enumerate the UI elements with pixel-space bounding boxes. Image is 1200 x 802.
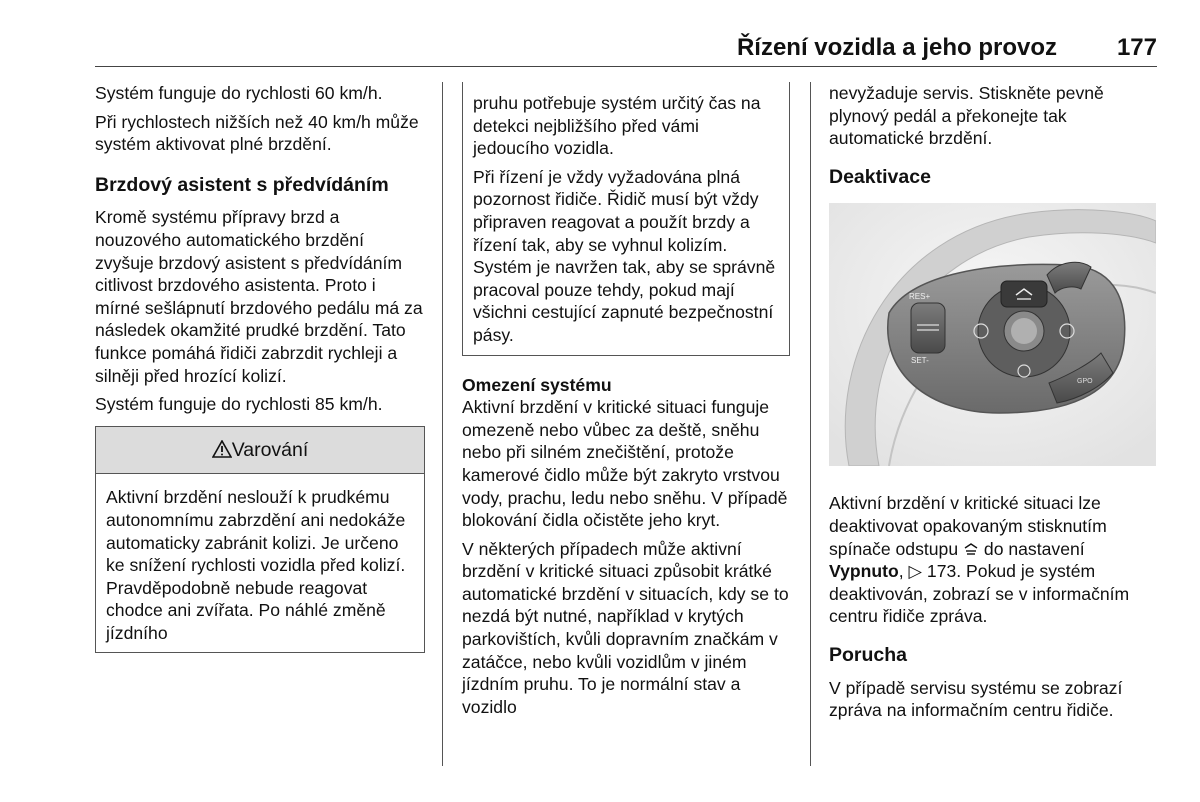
svg-text:GPO: GPO: [1077, 378, 1093, 385]
paragraph: Aktivní brzdění v kritické situaci lze deaktivovat opakovaným stisknutím spínače odstupu do nastavení Vypnuto, ▷ 173. Pokud je systém deaktivován, zobrazí se v informačním centru řidiče zpráva.: [829, 493, 1130, 627]
paragraph: Kromě systému přípravy brzd a nouzového automatického brzdění zvyšuje brzdový asistent s předvídáním citlivost brzdového asistenta. Proto i mírné sešlápnutí brzdového pedálu má za následek okamžité prudké brzdění. Tato funkce pomáhá řidiči zabrzdit rychleji a silněji před hrozící kolizí.: [95, 207, 423, 386]
set-label: SET-: [911, 356, 929, 365]
page-header-title: Řízení vozidla a jeho provoz: [736, 34, 1057, 61]
page-reference-arrow-icon[interactable]: ▷: [908, 561, 923, 582]
section-heading: Porucha: [829, 643, 908, 666]
warning-box-continued: [462, 82, 790, 356]
warning-body: [96, 474, 424, 652]
warning-text: Při řízení je vždy vyžadována plná pozornost řidiče. Řidič musí být vždy připraven reagovat a použít brzdy a řízení tak, aby se vyhnul kolizím. Systém je navržen tak, aby se správně pracoval pouze tehdy, pokud mají všichni cestující zapnuté bezpečnostní pásy.: [473, 166, 776, 345]
paragraph: Při rychlostech nižších než 40 km/h může systém aktivovat plné brzdění.: [95, 111, 419, 155]
section-heading: Brzdový asistent s předvídáním: [95, 173, 389, 196]
column-divider-left: [442, 82, 443, 766]
page-reference[interactable]: 173: [926, 561, 957, 582]
res-label: RES+: [909, 292, 931, 301]
header-rule: [95, 66, 1157, 67]
warning-text: pruhu potřebuje systém určitý čas na detekci nejbližšího před vámi jedoucího vozidla.: [473, 93, 761, 159]
steering-wheel-illustration: [829, 203, 1156, 466]
page-number: 177: [1116, 34, 1157, 61]
warning-triangle-icon: [212, 440, 232, 458]
warning-header: [96, 426, 424, 475]
steering-wheel-controls-figure: [829, 203, 1156, 466]
subsection-heading: Omezení systému: [462, 374, 612, 395]
section-heading: Deaktivace: [829, 165, 931, 188]
column-1: [95, 82, 425, 653]
warning-box: [95, 426, 425, 654]
distance-switch-icon: [963, 542, 979, 556]
paragraph: nevyžaduje servis. Stiskněte pevně plynový pedál a překonejte tak automatické brzdění.: [829, 83, 1104, 149]
warning-title: Varování: [231, 438, 309, 461]
column-2: [462, 82, 790, 724]
paragraph: Aktivní brzdění v kritické situaci funguje omezeně nebo vůbec za deště, sněhu nebo při silném znečištění, protože kamerové čidlo může být zakryto vrstvou vody, prachu, ledu nebo sněhu. V případě blokování čidla očistěte jeho kryt.: [462, 397, 788, 531]
paragraph: V případě servisu systému se zobrazí zpráva na informačním centru řidiče.: [829, 677, 1123, 721]
paragraph: Systém funguje do rychlosti 60 km/h.: [95, 83, 383, 103]
column-divider-right: [810, 82, 811, 766]
warning-text: Aktivní brzdění neslouží k prudkému autonomnímu zabrzdění ani nedokáže automaticky zabránit kolizi. Je určeno ke snížení rychlosti vozidla před kolizí. Pravděpodobně nebude reagovat chodce ani zvířata. Po náhlé změně jízdního: [106, 487, 406, 643]
paragraph: V některých případech může aktivní brzdění v kritické situaci způsobit krátké automatické brzdění v situacích, kdy se to nezdá být nutné, například v krytých parkovištích, kvůli dopravním značkám v zatáčce, nebo kvůli vozidlům v jiném jízdním pruhu. To je normální stav a vozidlo: [462, 538, 789, 717]
paragraph: Systém funguje do rychlosti 85 km/h.: [95, 394, 383, 415]
setting-value: Vypnuto: [829, 561, 899, 582]
